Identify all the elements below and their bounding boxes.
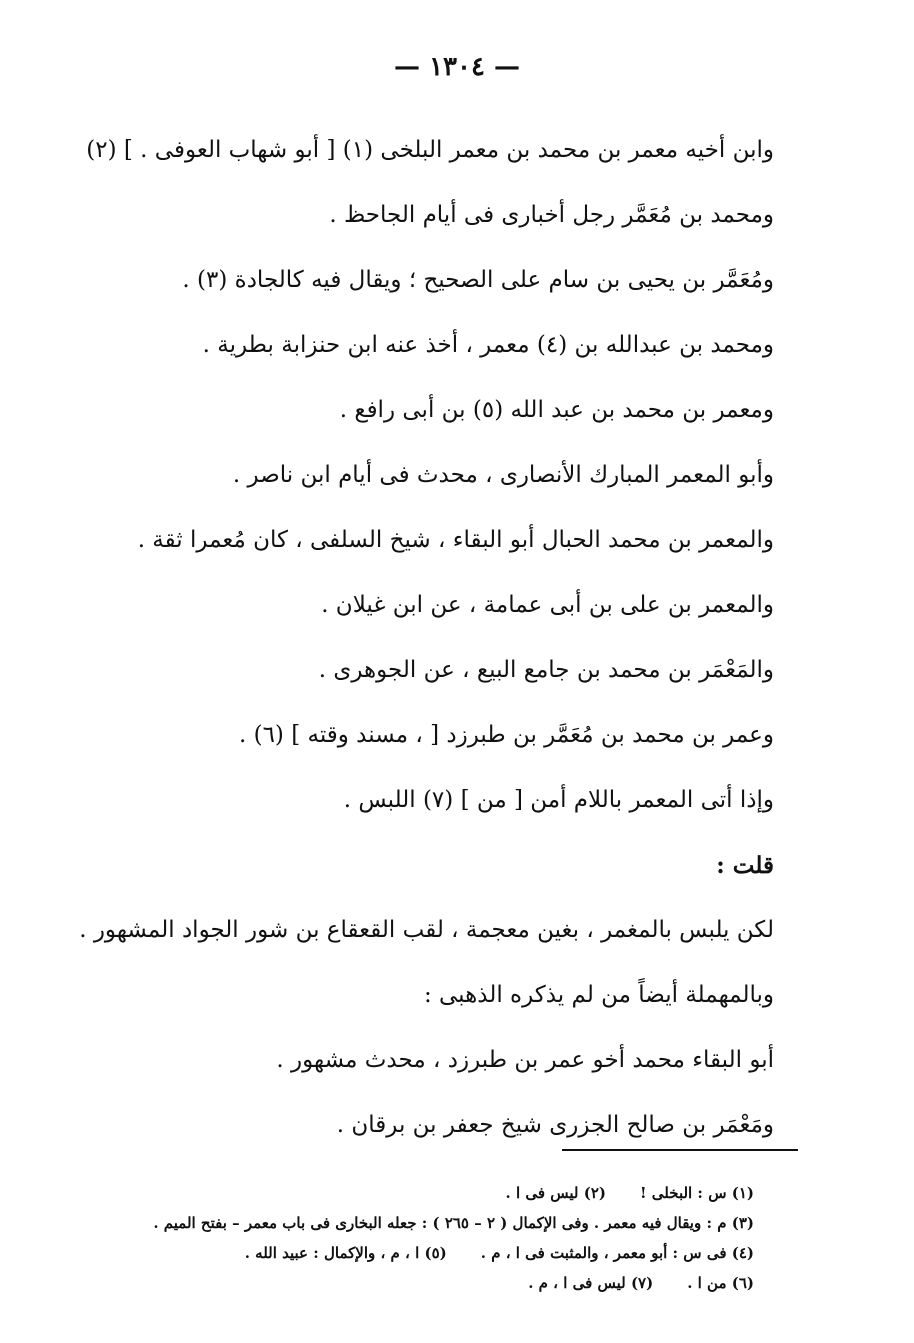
footnote: (٧) ليس فى ا ، م . bbox=[528, 1274, 654, 1292]
main-text bbox=[60, 118, 774, 1158]
footnote: (٦) من ا . bbox=[687, 1274, 754, 1292]
footnote: (١) س : البخلى ! bbox=[639, 1184, 754, 1202]
footnote: (٢) ليس فى ا . bbox=[505, 1184, 606, 1202]
text-line: وابن أخيه معمر بن محمد بن معمر البلخى (١) [ أبو شهاب العوفى . ] (٢) bbox=[86, 137, 774, 163]
footnotes bbox=[100, 1178, 754, 1298]
page-number: — ١٣٠٤ — bbox=[394, 52, 520, 82]
footnote: (٤) فى س : أبو معمر ، والمثبت فى ا ، م . bbox=[480, 1244, 754, 1262]
section-heading: قلت : bbox=[716, 852, 774, 879]
text-line: وإذا أتى المعمر باللام أمن [ من ] (٧) اللبس . bbox=[343, 787, 774, 813]
text-line: ومعمر بن محمد بن عبد الله (٥) بن أبى رافع . bbox=[339, 397, 774, 423]
footnote-row bbox=[100, 1238, 754, 1268]
text-line: وبالمهملة أيضاً من لم يذكره الذهبى : bbox=[423, 982, 774, 1008]
text-line: أبو البقاء محمد أخو عمر بن طبرزد ، محدث مشهور . bbox=[276, 1047, 774, 1073]
text-line: لكن يلبس بالمغمر ، بغين معجمة ، لقب القعقاع بن شور الجواد المشهور . bbox=[79, 917, 774, 943]
footnote-row bbox=[100, 1208, 754, 1238]
footnote: (٣) م : ويقال فيه معمر . وفى الإكمال ( ٢ – ٢٦٥ ) : جعله البخارى فى باب معمر – بفتح الميم . bbox=[153, 1214, 754, 1232]
text-line: ومَعْمَر بن صالح الجزرى شيخ جعفر بن برقان . bbox=[336, 1112, 774, 1138]
text-line: والمَعْمَر بن محمد بن جامع البيع ، عن الجوهرى . bbox=[318, 657, 774, 683]
text-line: والمعمر بن على بن أبى عمامة ، عن ابن غيلان . bbox=[321, 592, 774, 618]
text-line: وعمر بن محمد بن مُعَمَّر بن طبرزد [ ، مسند وقته ] (٦) . bbox=[238, 722, 774, 748]
footnote: (٥) ا ، م ، والإكمال : عبيد الله . bbox=[244, 1244, 447, 1262]
text-line: ومُعَمَّر بن يحيى بن سام على الصحيح ؛ ويقال فيه كالجادة (٣) . bbox=[182, 267, 774, 293]
text-line: ومحمد بن عبدالله بن (٤) معمر ، أخذ عنه ابن حنزابة بطرية . bbox=[202, 332, 774, 358]
text-line: ومحمد بن مُعَمَّر رجل أخبارى فى أيام الجاحظ . bbox=[329, 202, 774, 228]
text-line: والمعمر بن محمد الحبال أبو البقاء ، شيخ السلفى ، كان مُعمرا ثقة . bbox=[137, 527, 774, 553]
footnote-row bbox=[100, 1268, 754, 1298]
footnote-divider bbox=[562, 1149, 798, 1151]
footnote-row bbox=[100, 1178, 754, 1208]
text-line: وأبو المعمر المبارك الأنصارى ، محدث فى أيام ابن ناصر . bbox=[232, 462, 774, 488]
